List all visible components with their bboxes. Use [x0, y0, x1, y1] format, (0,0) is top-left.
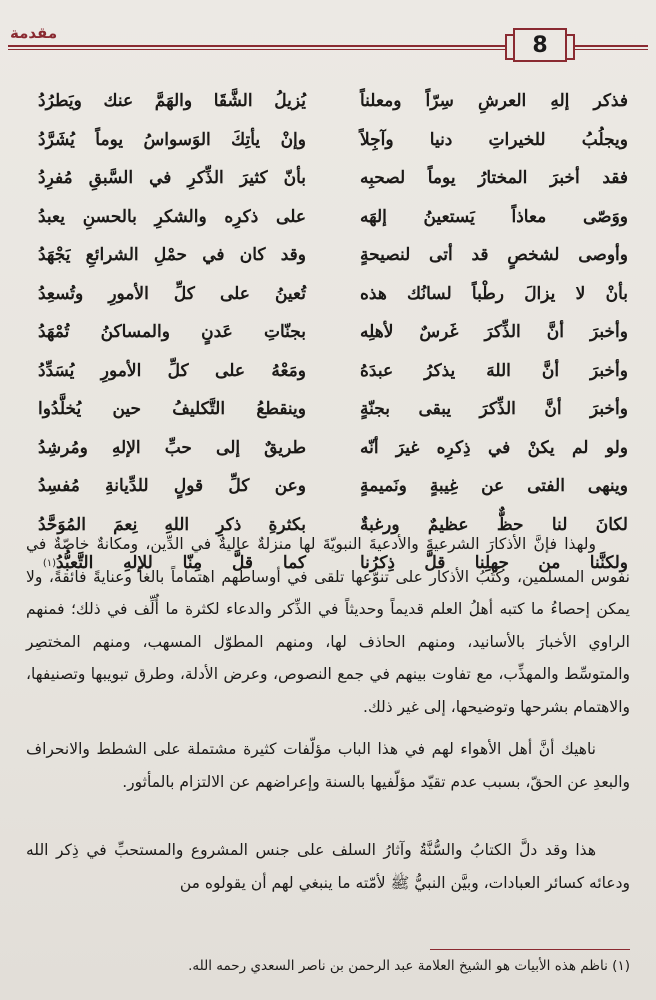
- poem-verse: [38, 82, 628, 121]
- verse-second-hemistich: تُعينُ على كلِّ الأمورِ وتُسعِدُ: [38, 283, 306, 304]
- section-title: مقدمة: [10, 24, 58, 42]
- verse-first-hemistich: وأخبرَ أنَّ الذِّكرَ يبقى بجنّةٍ: [360, 399, 628, 420]
- body-paragraph: [26, 834, 630, 899]
- verse-first-hemistich: وينهى الفتى عن غِيبةٍ ونَميمةٍ: [360, 476, 628, 497]
- verse-second-hemistich: على ذكرِه والشكرِ بالحسنِ يعبدُ: [38, 206, 306, 227]
- poem-verse: [38, 467, 628, 506]
- poem-verse: [38, 352, 628, 391]
- verse-first-hemistich: فذكر إلهِ العرشِ سِرّاً ومعلناً: [360, 91, 628, 112]
- footnote: (١) ناظم هذه الأبيات هو الشيخ العلامة عبد الرحمن بن ناصر السعدي رحمه الله.: [188, 958, 630, 974]
- poem-verse: [38, 121, 628, 160]
- page-number: 8: [513, 28, 567, 62]
- poem: [38, 82, 628, 583]
- verse-first-hemistich: ولكنَّنا من جهلِنا قلَّ ذِكرُنا: [360, 553, 628, 574]
- verse-second-hemistich: يُزيلُ الشَّقَا والهَمَّ عنك ويَطرُدُ: [38, 91, 306, 112]
- verse-first-hemistich: وأخبرَ أنَّ اللهَ يذكرُ عبدَهُ: [360, 360, 628, 381]
- verse-second-hemistich: وإنْ يأتِكَ الوَسواسُ يوماً يُشَرَّدُ: [38, 129, 306, 150]
- paragraph-text: ولهذا فإنَّ الأذكارَ الشرعيةَ والأدعيةَ النبويّةَ لها منزلةٌ عاليةٌ في الدِّين، ومكانةٌ خاصّةٌ في نفوس المسلمين، وكُتُبُ الأذكار على تنوّعها تلقى في أوساطهم اهتماماً بالغاً وعنايةً فائقةً، ولا يمكن إحصاءُ ما كتبه أهلُ العلم قديماً وحديثاً في الذِّكر والدعاء لكثرة ما أُلِّف في ذلك؛ فمنهم الراوي الأخبارَ بالأسانيد، ومنهم الحاذف لها، ومنهم المطوّل المسهب، ومنهم المختصِر والمتوسِّط والمهذِّب، مع تفاوت بينهم في جمع النصوص، وعرض الأدلة، وطرق تبويبها وتصنيفها، والاهتمام بشرحها وتوضيحها، إلى غير ذلك.: [26, 535, 630, 716]
- poem-verse: [38, 275, 628, 314]
- footnote-reference[interactable]: (١): [42, 557, 56, 569]
- body-paragraph: [26, 528, 630, 724]
- verse-second-hemistich: وعن كلِّ قولٍ للدِّيانةِ مُفسِدُ: [38, 476, 306, 497]
- paragraph-text: ناهيك أنَّ أهل الأهواء لهم في هذا الباب مؤلّفات كثيرة مشتملة على الشطط والانحراف والبعدِ عن الحقّ، بسبب عدم تقيّد مؤلّفيها بالسنة وإعراضهم عن الالتزام بالمأثور.: [26, 740, 630, 791]
- footnote-divider: [430, 949, 630, 950]
- poem-verse: [38, 390, 628, 429]
- poem-verse: [38, 313, 628, 352]
- poem-verse: [38, 198, 628, 237]
- verse-second-hemistich: بأنّ كثيرَ الذِّكرِ في السَّبقِ مُفرِدُ: [38, 168, 306, 189]
- verse-second-hemistich: ومَعْهُ على كلِّ الأمورِ يُسَدِّدُ: [38, 360, 306, 381]
- verse-second-hemistich: طريقٌ إلى حبِّ الإلهِ ومُرشِدُ: [38, 437, 306, 458]
- poem-verse: [38, 159, 628, 198]
- verse-first-hemistich: ويجلُبُ للخيراتِ دنيا وآجِلاً: [360, 129, 628, 150]
- verse-first-hemistich: فقد أخبرَ المختارُ يوماً لصحبِه: [360, 168, 628, 189]
- verse-first-hemistich: ولو لم يكنْ في ذِكرِه غيرَ أنّه: [360, 437, 628, 458]
- poem-verse: [38, 236, 628, 275]
- verse-second-hemistich: بجنّاتِ عَدنٍ والمساكنُ تُمْهَدُ: [38, 322, 306, 343]
- verse-first-hemistich: وأخبرَ أنَّ الذِّكرَ غَرسٌ لأهلِه: [360, 322, 628, 343]
- verse-second-hemistich: وقد كان في حمْلِ الشرائعِ يَجْهَدُ: [38, 245, 306, 266]
- paragraph-text: هذا وقد دلَّ الكتابُ والسُّنَّةُ وآثارُ السلف على جنس المشروع والمستحبِّ في ذِكر الله ودعائه كسائر العبادات، وبيَّن النبيُّ ﷺ لأمّته ما ينبغي لهم أن يقولوه من: [26, 841, 630, 892]
- verse-first-hemistich: لكانَ لنا حظٌّ عظيمٌ ورغبةٌ: [360, 514, 628, 535]
- body-paragraph: [26, 733, 630, 798]
- verse-first-hemistich: وأوصى لشخصٍ قد أتى لنصيحةٍ: [360, 245, 628, 266]
- verse-second-hemistich: بكثرةِ ذكرِ اللهِ نِعمَ المُوَحَّدُ: [38, 514, 306, 535]
- verse-second-hemistich: كما قلَّ مِنّا للإلهِ التَّعبُّدُ: [56, 553, 306, 574]
- verse-first-hemistich: ووَصّى معاذاً يَستعينُ إلهَه: [360, 206, 628, 227]
- verse-second-hemistich: وينقطعُ التَّكليفُ حين يُخلَّدُوا: [38, 399, 306, 420]
- poem-verse: [38, 429, 628, 468]
- verse-first-hemistich: بأنْ لا يزالَ رطْباً لسانُك هذه: [360, 283, 628, 304]
